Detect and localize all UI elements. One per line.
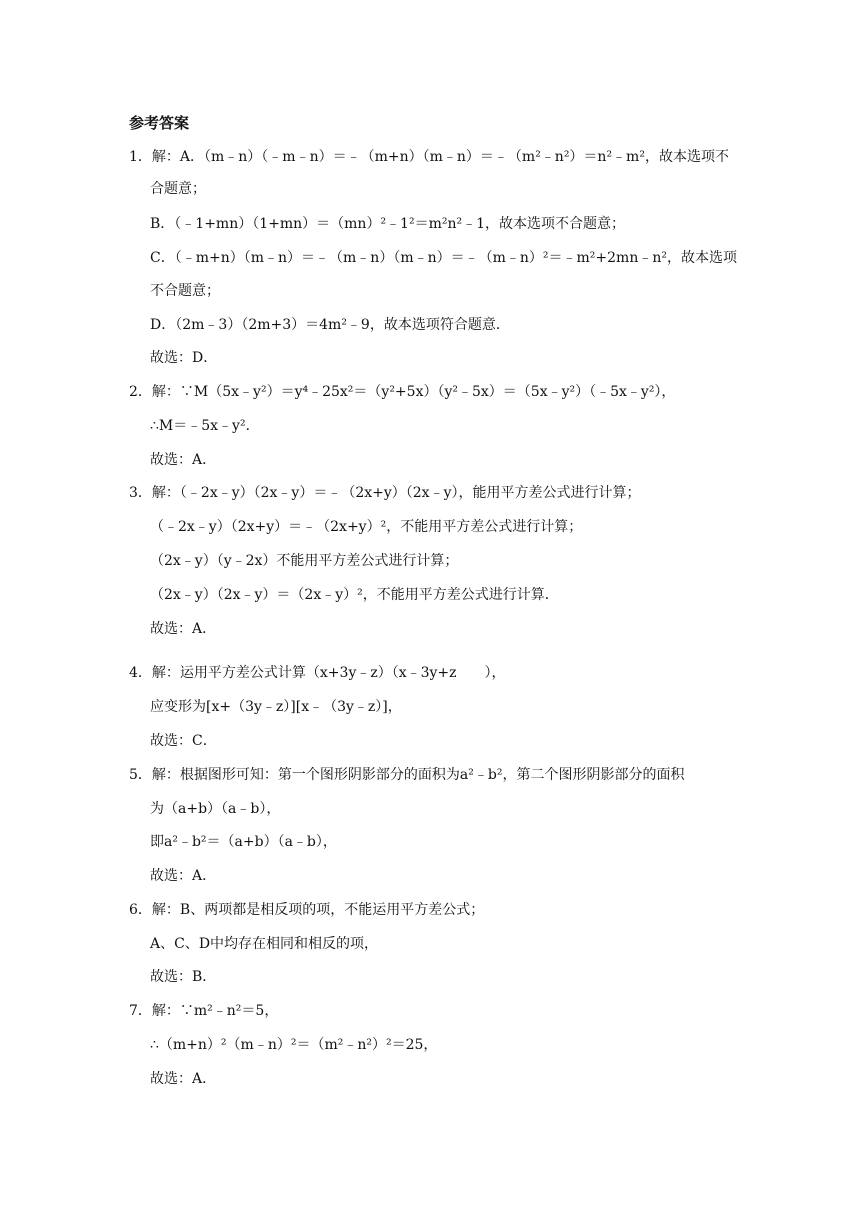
answer-1-line-4: C．（﹣m+n）（m﹣n）＝﹣（m﹣n）（m﹣n）＝﹣（m﹣n）²＝﹣m²+2mn﹣n²，故本选项 bbox=[150, 250, 737, 266]
answer-3-line-3: （2x﹣y）（y﹣2x）不能用平方差公式进行计算； bbox=[150, 553, 459, 569]
answer-4-line-3: 故选：C． bbox=[150, 733, 217, 749]
page-title: 参考答案 bbox=[129, 114, 190, 132]
answer-4-line-1: 4．解：运用平方差公式计算（x+3y﹣z）（x﹣3y+z ）， bbox=[129, 665, 506, 681]
answer-5-line-2: 为（a+b）（a﹣b）， bbox=[150, 801, 281, 817]
answer-2-line-2: ∴M＝﹣5x﹣y²． bbox=[150, 418, 260, 434]
answer-1-line-3: B．（﹣1+mn）（1+mn）＝（mn）²﹣1²＝m²n²﹣1，故本选项不合题意； bbox=[150, 216, 625, 232]
answer-1-line-1: 1．解：A．（m﹣n）（﹣m﹣n）＝﹣（m+n）（m﹣n）＝﹣（m²﹣n²）＝n²﹣m²，故本选项不 bbox=[129, 149, 729, 165]
answer-5-line-1: 5．解：根据图形可知：第一个图形阴影部分的面积为a²﹣b²，第二个图形阴影部分的面积 bbox=[129, 767, 685, 783]
answer-5-line-4: 故选：A． bbox=[150, 868, 217, 884]
answer-2-line-1: 2．解：∵M（5x﹣y²）＝y⁴﹣25x²＝（y²+5x）（y²﹣5x）＝（5x﹣y²）（﹣5x﹣y²）， bbox=[129, 384, 676, 400]
answer-6-line-3: 故选：B． bbox=[150, 969, 217, 985]
answer-1-line-6: D．（2m﹣3）（2m+3）＝4m²﹣9，故本选项符合题意． bbox=[150, 317, 510, 333]
answer-1-line-5: 不合题意； bbox=[150, 283, 220, 299]
answer-3-line-4: （2x﹣y）（2x﹣y）＝（2x﹣y）²，不能用平方差公式进行计算． bbox=[150, 587, 559, 603]
answer-4-line-2: 应变形为[x+（3y﹣z）][x﹣（3y﹣z）]， bbox=[150, 699, 402, 715]
answer-2-line-3: 故选：A． bbox=[150, 452, 217, 468]
answer-5-line-3: 即a²﹣b²＝（a+b）（a﹣b）， bbox=[150, 834, 337, 850]
answer-7-line-1: 7．解：∵m²﹣n²＝5， bbox=[129, 1003, 279, 1019]
answer-3-line-1: 3．解：（﹣2x﹣y）（2x﹣y）＝﹣（2x+y）（2x﹣y），能用平方差公式进行计算； bbox=[129, 485, 641, 501]
answer-6-line-1: 6．解：B、两项都是相反项的项，不能运用平方差公式； bbox=[129, 902, 485, 918]
answer-1-line-7: 故选：D． bbox=[150, 350, 218, 366]
answer-3-line-2: （﹣2x﹣y）（2x+y）＝﹣（2x+y）²，不能用平方差公式进行计算； bbox=[150, 519, 583, 535]
answer-7-line-2: ∴（m+n）²（m﹣n）²＝（m²﹣n²）²＝25， bbox=[150, 1037, 438, 1053]
answer-3-line-5: 故选：A． bbox=[150, 621, 217, 637]
answer-7-line-3: 故选：A． bbox=[150, 1071, 217, 1087]
answer-6-line-2: A、C、D中均存在相同和相反的项， bbox=[150, 936, 379, 952]
answer-1-line-2: 合题意； bbox=[150, 181, 206, 197]
